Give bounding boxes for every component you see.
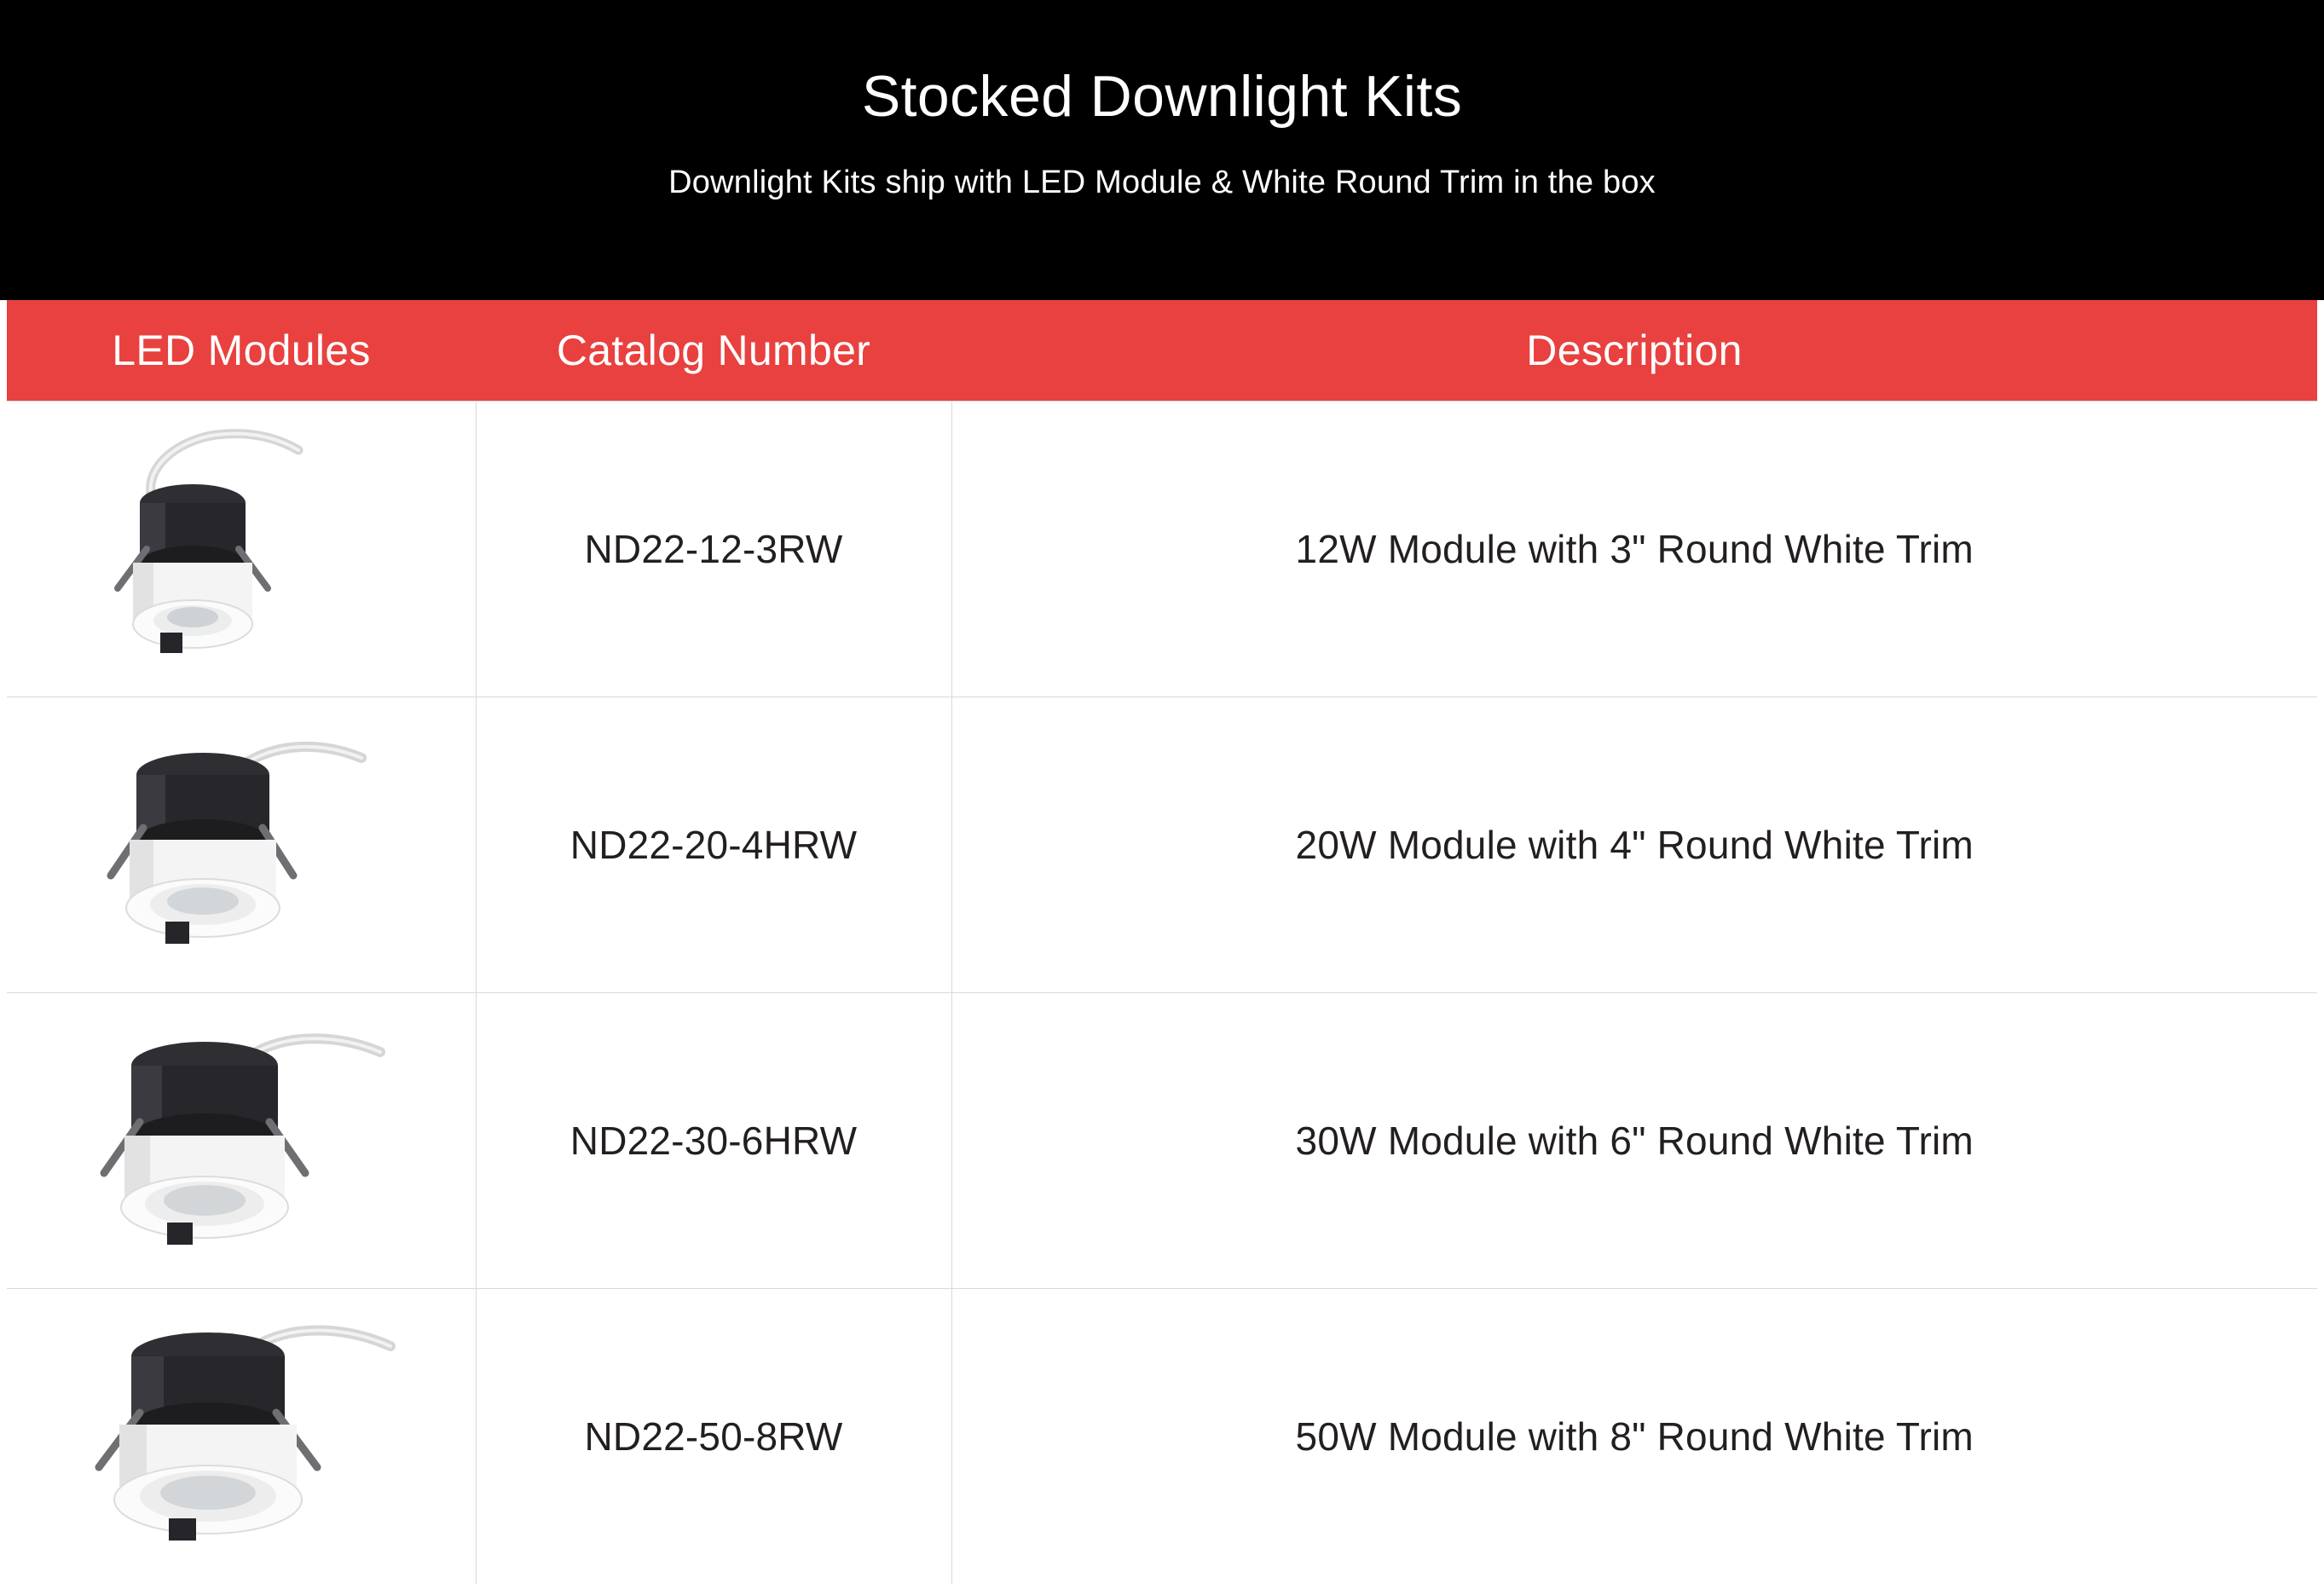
description-value: 20W Module with 4" Round White Trim xyxy=(1295,823,1974,867)
downlight-module-icon xyxy=(7,402,476,696)
catalog-number-cell xyxy=(476,1289,951,1584)
description-cell xyxy=(951,993,2317,1289)
catalog-number-value: ND22-12-3RW xyxy=(584,527,843,571)
description-value: 12W Module with 3" Round White Trim xyxy=(1295,527,1974,571)
catalog-number-cell xyxy=(476,402,951,697)
stocked-kits-table xyxy=(7,300,2317,1584)
catalog-number-value: ND22-30-6HRW xyxy=(569,1119,858,1163)
catalog-number-value: ND22-50-8RW xyxy=(584,1414,843,1459)
description-cell xyxy=(951,1289,2317,1584)
catalog-number-value: ND22-20-4HRW xyxy=(569,823,858,867)
product-image-cell xyxy=(7,697,476,993)
page-title: Stocked Downlight Kits xyxy=(861,64,1463,129)
table-header xyxy=(7,300,2317,402)
column-header-led-modules: LED Modules xyxy=(7,300,476,402)
product-image-cell xyxy=(7,402,476,697)
column-header-catalog-number: Catalog Number xyxy=(476,300,951,402)
product-image-cell xyxy=(7,1289,476,1584)
table-row xyxy=(7,993,2317,1289)
table-body xyxy=(7,402,2317,1584)
table-row xyxy=(7,697,2317,993)
table-row xyxy=(7,402,2317,697)
page-subtitle: Downlight Kits ship with LED Module & White Round Trim in the box xyxy=(668,165,1656,201)
downlight-module-icon xyxy=(7,698,476,991)
description-cell xyxy=(951,402,2317,697)
column-header-description: Description xyxy=(951,300,2317,402)
table-header-row xyxy=(7,300,2317,402)
catalog-number-cell xyxy=(476,993,951,1289)
table-row xyxy=(7,1289,2317,1584)
description-value: 30W Module with 6" Round White Trim xyxy=(1295,1119,1974,1163)
downlight-module-icon xyxy=(7,1290,476,1583)
catalog-number-cell xyxy=(476,697,951,993)
downlight-module-icon xyxy=(7,994,476,1287)
description-cell xyxy=(951,697,2317,993)
description-value: 50W Module with 8" Round White Trim xyxy=(1295,1414,1974,1459)
page-banner xyxy=(0,0,2324,300)
kits-table-wrap xyxy=(0,300,2324,1584)
product-image-cell xyxy=(7,993,476,1289)
